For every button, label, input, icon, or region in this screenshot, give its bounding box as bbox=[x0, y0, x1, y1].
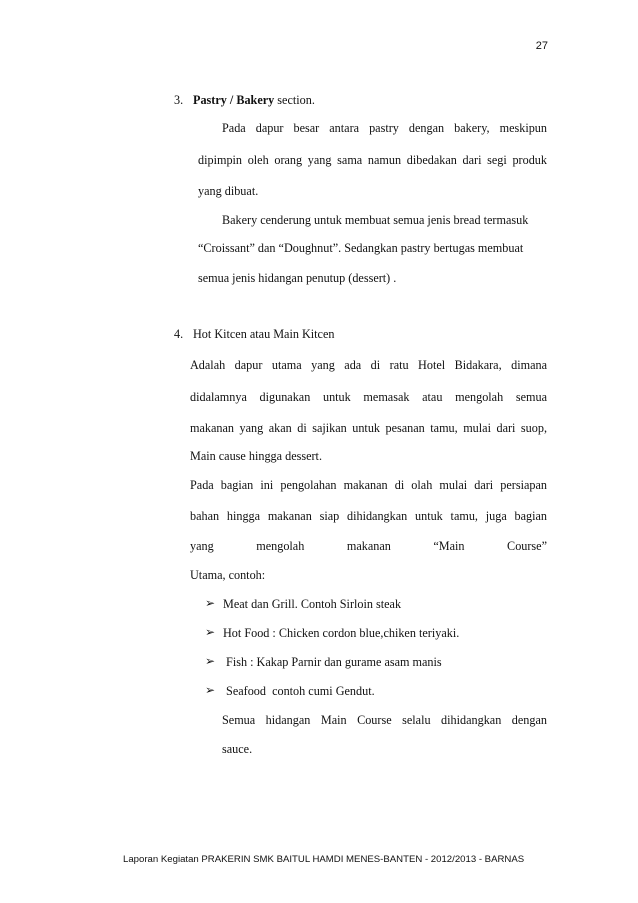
section-4-p1-line4: Main cause hingga dessert. bbox=[190, 449, 322, 463]
section-3-p2-line3: semua jenis hidangan penutup (dessert) . bbox=[198, 271, 397, 285]
section-4-number: 4. bbox=[174, 327, 184, 341]
bullet-item-3: Fish : Kakap Parnir dan gurame asam manis bbox=[223, 655, 442, 669]
section-4-p2-line3: yang mengolah makanan “Main Course” bbox=[190, 539, 547, 553]
section-3-p1-line1: Pada dapur besar antara pastry dengan bakery, meskipun bbox=[222, 121, 547, 135]
arrow-bullet-icon: ➢ bbox=[205, 654, 216, 668]
section-4-closing-line1: Semua hidangan Main Course selalu dihidangkan dengan bbox=[222, 713, 547, 727]
bullet-item-2: Hot Food : Chicken cordon blue,chiken teriyaki. bbox=[223, 626, 460, 640]
bullet-item-1: Meat dan Grill. Contoh Sirloin steak bbox=[223, 597, 402, 611]
bullet-item-4: Seafood contoh cumi Gendut. bbox=[223, 684, 375, 698]
section-4-closing-line2: sauce. bbox=[222, 742, 253, 756]
section-4-p2-line1: Pada bagian ini pengolahan makanan di olah mulai dari persiapan bbox=[190, 478, 547, 492]
section-3-p2-line1: Bakery cenderung untuk membuat semua jenis bread termasuk bbox=[222, 213, 529, 227]
section-3-p1-line2: dipimpin oleh orang yang sama namun dibedakan dari segi produk bbox=[198, 153, 547, 167]
section-4-p2-line4: Utama, contoh: bbox=[190, 568, 266, 582]
section-3-number: 3. bbox=[174, 93, 184, 107]
page-footer: Laporan Kegiatan PRAKERIN SMK BAITUL HAMDI MENES-BANTEN - 2012/2013 - BARNAS bbox=[123, 854, 525, 865]
arrow-bullet-icon: ➢ bbox=[205, 683, 216, 697]
arrow-bullet-icon: ➢ bbox=[205, 625, 216, 639]
section-3-title bbox=[193, 92, 315, 108]
section-4-p1-line2: didalamnya digunakan untuk memasak atau mengolah semua bbox=[190, 390, 547, 404]
page-number: 27 bbox=[535, 40, 548, 52]
arrow-bullet-icon: ➢ bbox=[205, 596, 216, 610]
section-3-title-rest: section. bbox=[274, 93, 315, 107]
section-4-p2-line2: bahan hingga makanan siap dihidangkan untuk tamu, juga bagian bbox=[190, 509, 547, 523]
section-3-title-bold: Pastry / Bakery bbox=[193, 93, 275, 107]
section-3-p2-line2: “Croissant” dan “Doughnut”. Sedangkan pastry bertugas membuat bbox=[198, 241, 524, 255]
section-4-p1-line3: makanan yang akan di sajikan untuk pesanan tamu, mulai dari suop, bbox=[190, 421, 547, 435]
section-4-title: Hot Kitcen atau Main Kitcen bbox=[193, 327, 335, 341]
section-4-p1-line1: Adalah dapur utama yang ada di ratu Hotel Bidakara, dimana bbox=[190, 358, 547, 372]
section-3-p1-line3: yang dibuat. bbox=[198, 184, 259, 198]
